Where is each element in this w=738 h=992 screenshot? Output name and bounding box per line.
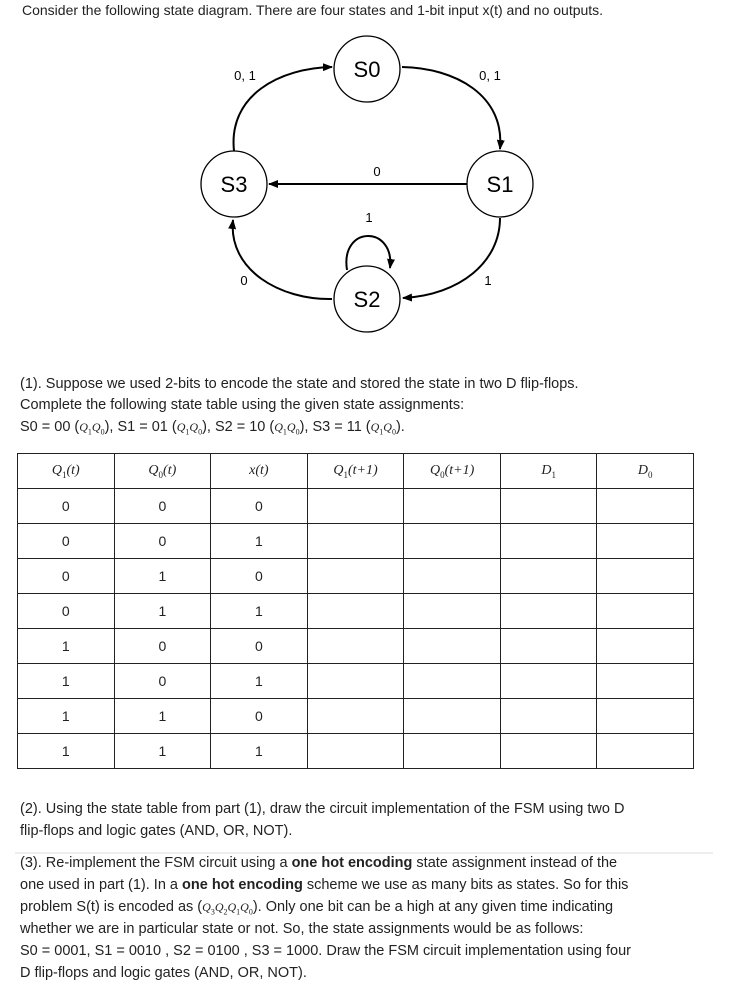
answer-cell[interactable] [597, 489, 694, 524]
table-row [18, 699, 694, 734]
table-row [18, 559, 694, 594]
variable: $Q_0$ [286, 420, 300, 437]
table-cell: 0 [114, 664, 211, 699]
part1-line1: (1). Suppose we used 2-bits to encode the state and stored the state in two D flip-flops. [20, 376, 579, 392]
table-row [18, 734, 694, 769]
answer-cell[interactable] [500, 664, 596, 699]
edge-s2-self [346, 236, 390, 270]
table-cell: 0 [18, 559, 115, 594]
table-cell: 0 [211, 629, 308, 664]
answer-cell[interactable] [500, 734, 596, 769]
table-row [18, 629, 694, 664]
edge-label: 0 [373, 164, 381, 179]
answer-cell[interactable] [597, 524, 694, 559]
column-header: $Q_0(t+1)$ [404, 454, 501, 489]
table-cell: 1 [211, 594, 308, 629]
state-label: S1 [486, 172, 514, 197]
answer-cell[interactable] [307, 489, 404, 524]
part1-line2: Complete the following state table using the given state assignments: [20, 397, 465, 413]
answer-cell[interactable] [404, 699, 501, 734]
table-cell: 0 [18, 524, 115, 559]
state-s0 [334, 36, 400, 102]
answer-cell[interactable] [500, 524, 596, 559]
answer-cell[interactable] [307, 559, 404, 594]
table-cell: 0 [18, 489, 115, 524]
variable: $Q_3$ [202, 900, 215, 917]
answer-cell[interactable] [307, 594, 404, 629]
part1-assignments: S0 = 00 $(Q_1Q_0)$, S1 = 01 $(Q_1Q_0)$, S2 = 10 $(Q_1Q_0)$, S3 = 11 $(Q_1Q_0)$. [20, 419, 405, 437]
table-cell: 0 [114, 489, 211, 524]
part3-line6: D flip-flops and logic gates (AND, OR, NOT). [20, 965, 307, 981]
table-row [18, 489, 694, 524]
table-cell: 1 [114, 734, 211, 769]
variable: $Q_0$ [383, 420, 396, 437]
part3-line3: problem S(t) is encoded as $(Q_3Q_2Q_1Q_0)$. Only one bit can be a high at any given time indicating [20, 899, 614, 917]
answer-cell[interactable] [500, 594, 596, 629]
table-row [18, 524, 694, 559]
table-cell: 1 [114, 594, 211, 629]
state-table [17, 453, 694, 769]
column-header: $D_1$ [500, 454, 596, 489]
table-cell: 0 [114, 629, 211, 664]
part3-line5: S0 = 0001, S1 = 0010 , S2 = 0100 , S3 = 1000. Draw the FSM circuit implementation using four [20, 943, 631, 959]
state-label: S0 [353, 57, 381, 82]
answer-cell[interactable] [404, 489, 501, 524]
part3-line2: one used in part (1). In a one hot encoding scheme we use as many bits as states. So for this [20, 877, 629, 893]
column-header: $Q_1(t)$ [18, 454, 115, 489]
answer-cell[interactable] [597, 734, 694, 769]
edge-label: 0 [240, 273, 248, 288]
part3-line1: (3). Re-implement the FSM circuit using a one hot encoding state assignment instead of the [20, 855, 618, 871]
answer-cell[interactable] [404, 559, 501, 594]
answer-cell[interactable] [500, 489, 596, 524]
answer-cell[interactable] [307, 524, 404, 559]
answer-cell[interactable] [307, 629, 404, 664]
answer-cell[interactable] [500, 559, 596, 594]
part2-line1: (2). Using the state table from part (1), draw the circuit implementation of the FSM using two D [20, 801, 625, 817]
part3-line4: whether we are in particular state or not. So, the state assignments would be as follows: [20, 921, 584, 937]
table-row [18, 664, 694, 699]
table-cell: 1 [18, 699, 115, 734]
answer-cell[interactable] [500, 699, 596, 734]
table-cell: 1 [18, 664, 115, 699]
variable: $Q_1$ [176, 420, 190, 437]
column-header: $D_0$ [597, 454, 694, 489]
answer-cell[interactable] [404, 524, 501, 559]
table-cell: 0 [211, 559, 308, 594]
answer-cell[interactable] [597, 664, 694, 699]
variable: $Q_1$ [370, 420, 384, 437]
variable: $Q_0$ [91, 420, 105, 437]
answer-cell[interactable] [597, 559, 694, 594]
state-label: S2 [353, 287, 381, 312]
table-cell: 0 [211, 489, 308, 524]
state-s1 [467, 151, 533, 217]
variable: $Q_0$ [240, 900, 253, 917]
table-row [18, 594, 694, 629]
answer-cell[interactable] [597, 699, 694, 734]
column-header: $Q_1(t+1)$ [307, 454, 404, 489]
edge-label: 1 [484, 273, 492, 288]
answer-cell[interactable] [307, 664, 404, 699]
edge-label: 0, 1 [234, 68, 256, 83]
intro-text: Consider the following state diagram. There are four states and 1-bit input x(t) and no outputs. [22, 2, 604, 18]
table-cell: 0 [114, 524, 211, 559]
variable: $Q_1$ [274, 420, 287, 437]
table-cell: 1 [114, 699, 211, 734]
variable: $Q_1$ [79, 420, 92, 437]
answer-cell[interactable] [307, 699, 404, 734]
edge-label: 0, 1 [479, 68, 501, 83]
state-diagram [0, 0, 738, 340]
variable: $Q_1$ [227, 900, 241, 917]
edge-label: 1 [365, 210, 373, 225]
answer-cell[interactable] [500, 629, 596, 664]
part2-line2: flip-flops and logic gates (AND, OR, NOT). [20, 823, 293, 839]
table-cell: 1 [18, 734, 115, 769]
answer-cell[interactable] [404, 664, 501, 699]
answer-cell[interactable] [597, 594, 694, 629]
divider [15, 852, 713, 854]
variable: $Q_0$ [189, 420, 203, 437]
table-cell: 1 [211, 734, 308, 769]
variable: $Q_2$ [214, 900, 228, 917]
table-cell: 1 [114, 559, 211, 594]
answer-cell[interactable] [307, 734, 404, 769]
column-header: x(t) [211, 454, 308, 489]
state-s2 [334, 266, 400, 332]
answer-cell[interactable] [404, 629, 501, 664]
table-cell: 1 [211, 664, 308, 699]
state-label: S3 [220, 172, 248, 197]
answer-cell[interactable] [404, 734, 501, 769]
table-cell: 1 [211, 524, 308, 559]
column-header: $Q_0(t)$ [114, 454, 211, 489]
state-s3 [201, 151, 267, 217]
table-cell: 0 [211, 699, 308, 734]
answer-cell[interactable] [404, 594, 501, 629]
table-cell: 0 [18, 594, 115, 629]
answer-cell[interactable] [597, 629, 694, 664]
table-cell: 1 [18, 629, 115, 664]
